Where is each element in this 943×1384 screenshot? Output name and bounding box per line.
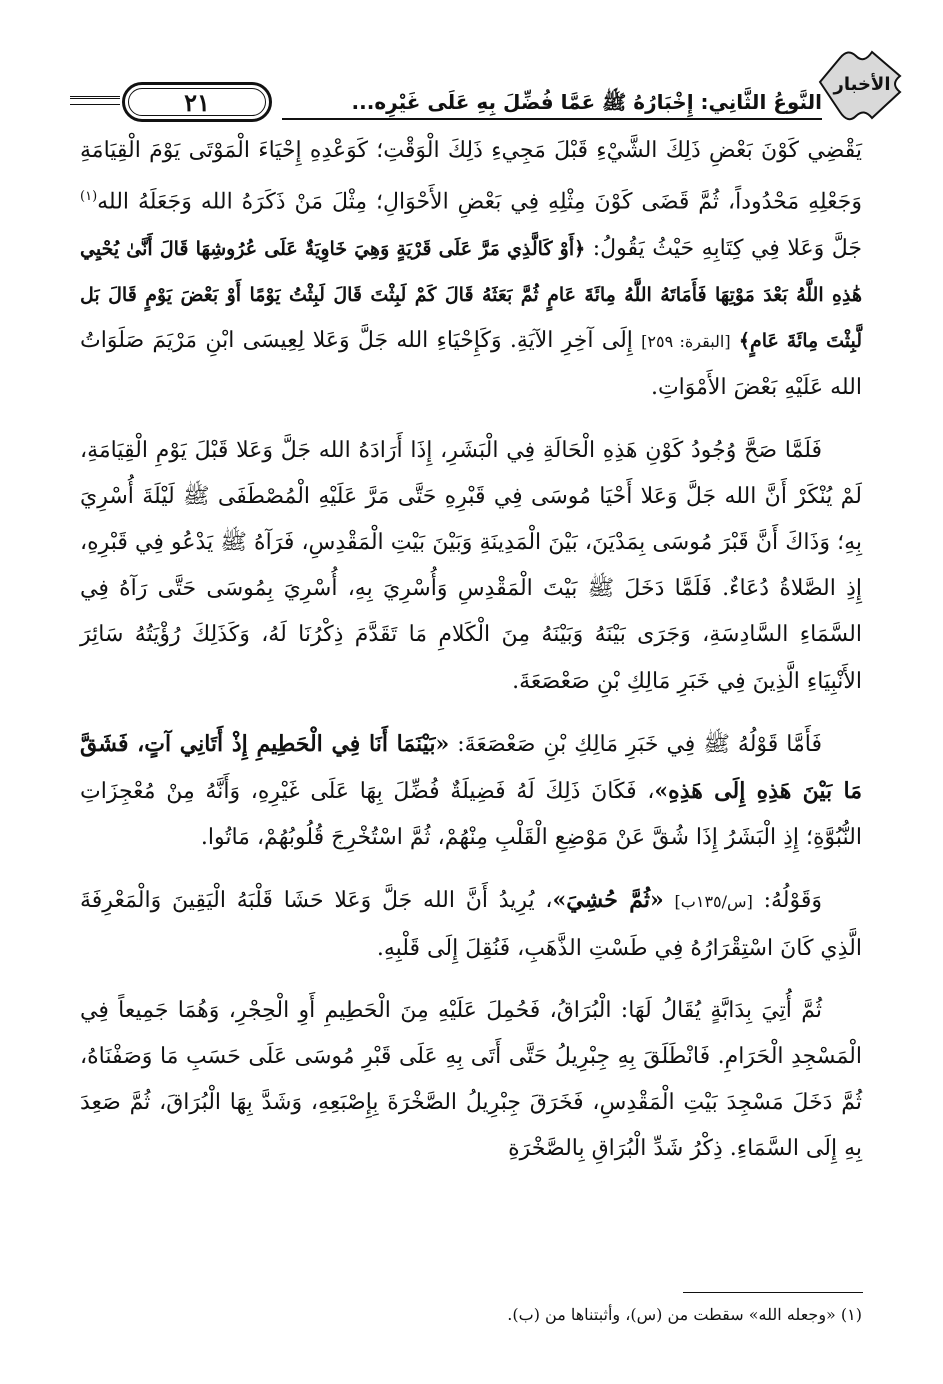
paragraph-1-text-a: يَقْضِي كَوْنَ بَعْضِ ذَلِكَ الشَّيْءِ قَبْلَ مَجِيءِ ذَلِكَ الْوَقْتِ؛ كَوَعْدِهِ إِحْيَاءَ الْمَوْتَى يَوْمَ الْقِيَامَةِ وَجَعْلِهِ مَحْدُوداً، ثُمَّ قَضَى كَوْنَ مِثْلِهِ فِي بَعْضِ الأَحْوَالِ؛ مِثْلَ مَنْ ذَكَرَهُ الله وَجَعَلَهُ الله bbox=[80, 138, 863, 215]
paragraph-1-text-b: جَلَّ وَعَلا فِي كِتَابِهِ حَيْثُ يَقُولُ: bbox=[592, 235, 862, 261]
verse-reference: [البقرة: ٢٥٩] bbox=[641, 332, 731, 352]
paragraph-1 bbox=[80, 128, 862, 412]
footnote-rule bbox=[683, 1292, 863, 1293]
paragraph-1-text-c: إِلَى آخِرِ الآيَةِ. وَكَإِحْيَاءِ الله جَلَّ وَعَلا لِعِيسَى ابْنِ مَرْيَمَ صَلَوَاتُ الله عَلَيْهِ بَعْضَ الأَمْوَاتِ. bbox=[80, 328, 862, 401]
emblem-label: الأخبار bbox=[833, 74, 891, 95]
paragraph-4-text-b: ، يُرِيدُ أَنَّ الله جَلَّ وَعَلا حَشَا قَلْبَهُ الْيَقِينَ وَالْمَعْرِفَةَ الَّذِي كَانَ اسْتِقْرَارُهُ فِي طَسْتِ الذَّهَبِ، فَنُقِلَ إِلَى قَلْبِهِ. bbox=[80, 888, 862, 961]
paragraph-3-text-b: ، فَكَانَ ذَلِكَ لَهُ فَضِيلَةٌ فُضِّلَ بِهَا عَلَى غَيْرِهِ، وَأَنَّهُ مِنْ مُعْجِزَاتِ النُّبُوَّةِ؛ إِذِ الْبَشَرُ إِذَا شُقَّ عَنْ مَوْضِعِ الْقَلْبِ مِنْهُمْ، ثُمَّ اسْتُخْرِجَ قُلُوبُهُمْ، مَاتُوا. bbox=[80, 778, 862, 851]
paragraph-5: ثُمَّ أُتِيَ بِدَابَّةٍ يُقَالُ لَهَا: الْبُرَاقُ، فَحُمِلَ عَلَيْهِ مِنَ الْحَطِيمِ أَوِ الْحِجْرِ، وَهُمَا جَمِيعاً فِي الْمَسْجِدِ الْحَرَامِ. فَانْطَلَقَ بِهِ جِبْرِيلُ حَتَّى أَتَى بِهِ عَلَى قَبْرِ مُوسَى عَلَى حَسَبِ مَا وَصَفْنَاهُ، ثُمَّ دَخَلَ مَسْجِدَ بَيْتِ الْمَقْدِسِ، فَخَرَقَ جِبْرِيلُ الصَّخْرَةَ بِإِصْبَعِهِ، وَشَدَّ بِهَا الْبُرَاقَ، ثُمَّ صَعِدَ بِهِ إِلَى السَّمَاءِ. ذِكْرُ شَدِّ الْبُرَاقِ بِالصَّخْرَةِ bbox=[80, 997, 862, 1162]
paragraph-3-text-a: فَأَمَّا قَوْلُهُ ﷺ فِي خَبَرِ مَالِكِ بْنِ صَعْصَعَةَ: bbox=[457, 731, 823, 757]
header-rule bbox=[70, 96, 120, 99]
running-title: النَّوعُ الثَّانِي: إِخْبَارُهُ ﷺ عَمَّا فُضِّلَ بِهِ عَلَى غَيْرِه... bbox=[351, 90, 822, 114]
footnote-marker: (١) bbox=[80, 189, 98, 205]
puzzle-emblem bbox=[810, 38, 910, 126]
quran-verse: ﴿أَوْ كَالَّذِي مَرَّ عَلَى قَرْيَةٍ وَهِيَ خَاوِيَةٌ عَلَى عُرُوشِهَا قَالَ أَنَّىٰ يُحْيِي هَٰذِهِ اللَّهُ بَعْدَ مَوْتِهَا فَأَمَاتَهُ اللَّهُ مِائَةَ عَامٍ ثُمَّ بَعَثَهُ قَالَ كَمْ لَبِثْتَ قَالَ لَبِثْتُ يَوْمًا أَوْ بَعْضَ يَوْمٍ قَالَ بَل لَّبِثْتَ مِائَةَ عَامٍ﴾ bbox=[80, 237, 862, 353]
paragraph-4 bbox=[80, 877, 862, 971]
manuscript-ref: [س/١٣٥ب] bbox=[674, 892, 753, 912]
title-underline bbox=[282, 118, 822, 120]
header-rule-thin bbox=[70, 104, 120, 105]
paragraph-4-text-a: وَقَوْلُهُ: bbox=[763, 888, 822, 914]
footnote: (١) «وجعله الله» سقطت من (س)، وأثبتناها من (ب). bbox=[507, 1305, 862, 1324]
body-text bbox=[80, 128, 862, 1189]
page-header bbox=[70, 38, 900, 120]
hadith-quote: «بَيْنَمَا أَنَا فِي الْحَطِيمِ إِذْ أَتَانِي آتٍ، فَشَقَّ مَا بَيْنَ هَذِهِ إِلَى هَذِهِ» bbox=[80, 730, 862, 804]
page-number: ٢١ bbox=[122, 82, 272, 122]
hadith-quote-2: «ثُمَّ حُشِيَ» bbox=[552, 887, 664, 914]
paragraph-3 bbox=[80, 721, 862, 862]
paragraph-2: فَلَمَّا صَحَّ وُجُودُ كَوْنِ هَذِهِ الْحَالَةِ فِي الْبَشَرِ، إِذَا أَرَادَهُ الله جَلَّ وَعَلا قَبْلَ يَوْمِ الْقِيَامَةِ، لَمْ يُنْكَرْ أَنَّ الله جَلَّ وَعَلا أَحْيَا مُوسَى فِي قَبْرِهِ حَتَّى مَرَّ عَلَيْهِ الْمُصْطَفَى ﷺ لَيْلَةَ أُسْرِيَ بِهِ؛ وَذَاكَ أَنَّ قَبْرَ مُوسَى بِمَدْيَنَ، بَيْنَ الْمَدِينَةِ وَبَيْنَ بَيْتِ الْمَقْدِسِ، فَرَآهُ ﷺ يَدْعُو فِي قَبْرِهِ، إِذِ الصَّلاةُ دُعَاءٌ. فَلَمَّا دَخَلَ ﷺ بَيْتَ الْمَقْدِسِ وَأُسْرِيَ بِهِ، أُسْرِيَ بِمُوسَى حَتَّى رَآهُ فِي السَّمَاءِ السَّادِسَةِ، وَجَرَى بَيْنَهُ وَبَيْنَهُ مِنَ الْكَلامِ مَا تَقَدَّمَ ذِكْرُنَا لَهُ، وَكَذَلِكَ رُؤْيَتُهُ سَائِرَ الأَنْبِيَاءِ الَّذِينَ فِي خَبَرِ مَالِكِ بْنِ صَعْصَعَةَ. bbox=[80, 437, 862, 694]
